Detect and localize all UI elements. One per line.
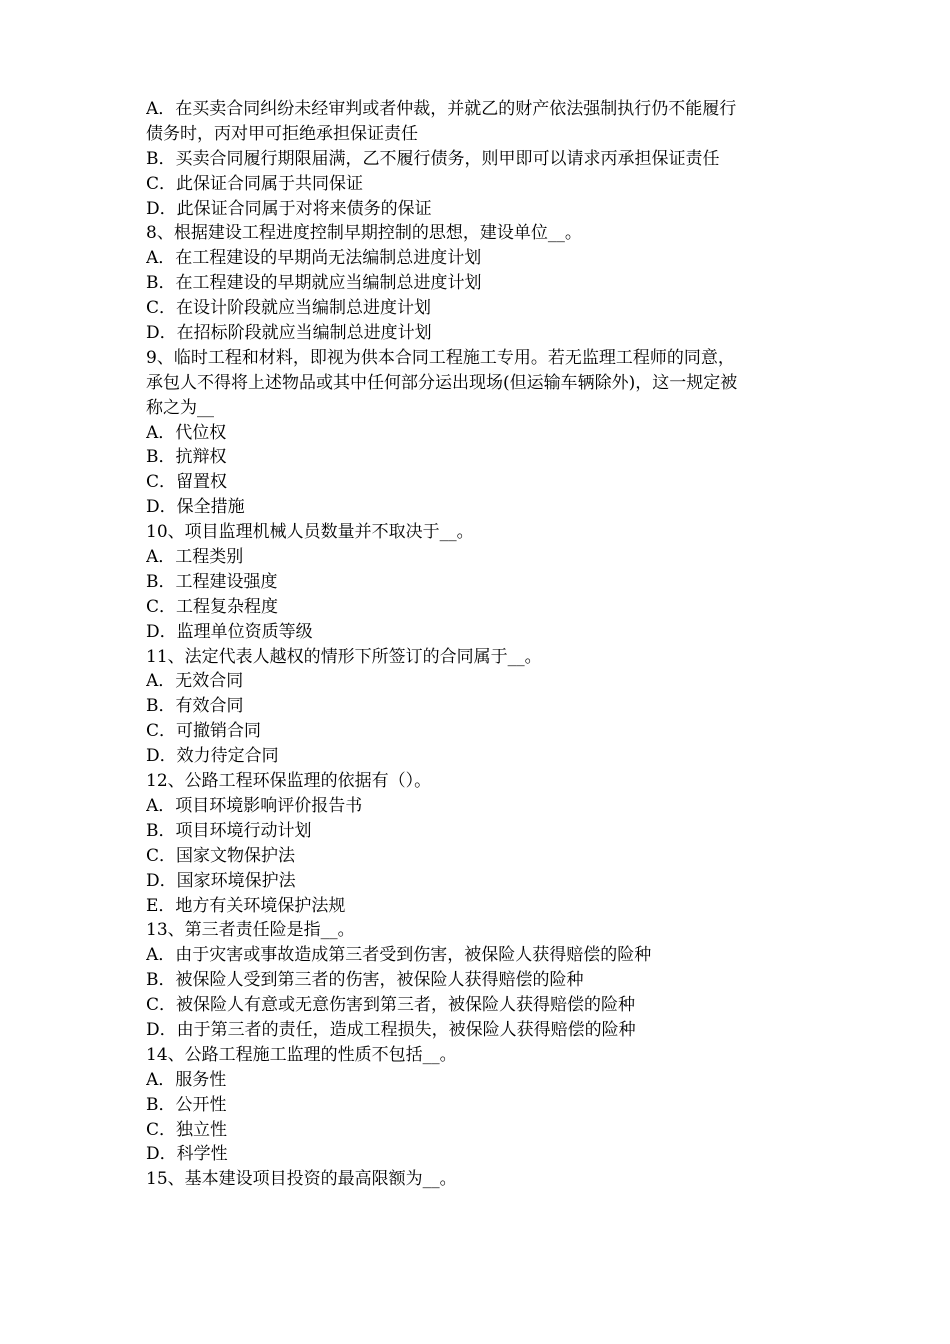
text-line: D．国家环境保护法 — [146, 870, 296, 891]
text-line: D．科学性 — [146, 1144, 228, 1165]
text-line: C．在设计阶段就应当编制总进度计划 — [146, 298, 432, 319]
text-line: B．买卖合同履行期限届满，乙不履行债务，则甲即可以请求丙承担保证责任 — [146, 148, 720, 169]
text-line: 承包人不得将上述物品或其中任何部分运出现场(但运输车辆除外)，这一规定被 — [146, 372, 738, 393]
text-line: 11、法定代表人越权的情形下所签订的合同属于__。 — [146, 646, 542, 667]
text-line: D．保全措施 — [146, 497, 245, 518]
document-body — [146, 97, 816, 1192]
text-line: C．此保证合同属于共同保证 — [146, 173, 364, 194]
text-line: C．被保险人有意或无意伤害到第三者，被保险人获得赔偿的险种 — [146, 995, 636, 1016]
text-line: B．在工程建设的早期就应当编制总进度计划 — [146, 273, 482, 294]
text-line: 15、基本建设项目投资的最高限额为__。 — [146, 1169, 457, 1190]
text-line: 10、项目监理机械人员数量并不取决于__。 — [146, 522, 474, 543]
text-line: C．独立性 — [146, 1119, 228, 1140]
text-line: C．留置权 — [146, 472, 228, 493]
text-line: 债务时，丙对甲可拒绝承担保证责任 — [146, 123, 418, 144]
text-line: 8、根据建设工程进度控制早期控制的思想，建设单位__。 — [146, 223, 582, 244]
text-line: A．无效合同 — [146, 671, 244, 692]
text-line: C．可撤销合同 — [146, 721, 262, 742]
text-line: E．地方有关环境保护法规 — [146, 895, 346, 916]
text-line: D．此保证合同属于对将来债务的保证 — [146, 198, 432, 219]
text-line: A．服务性 — [146, 1069, 227, 1090]
text-line: 12、公路工程环保监理的依据有（）。 — [146, 771, 432, 792]
text-line: D．在招标阶段就应当编制总进度计划 — [146, 323, 432, 344]
text-line: B．被保险人受到第三者的伤害，被保险人获得赔偿的险种 — [146, 970, 584, 991]
text-line: B．工程建设强度 — [146, 571, 278, 592]
text-line: B．抗辩权 — [146, 447, 227, 468]
text-line: A．项目环境影响评价报告书 — [146, 795, 363, 816]
text-line: 称之为__ — [146, 397, 214, 418]
text-line: D．效力待定合同 — [146, 746, 279, 767]
text-line: B．项目环境行动计划 — [146, 820, 312, 841]
text-line: C．工程复杂程度 — [146, 596, 279, 617]
text-line: D．监理单位资质等级 — [146, 621, 313, 642]
text-line: A．在买卖合同纠纷未经审判或者仲裁，并就乙的财产依法强制执行仍不能履行 — [146, 99, 737, 119]
text-line: B．有效合同 — [146, 696, 244, 717]
text-line: D．由于第三者的责任，造成工程损失，被保险人获得赔偿的险种 — [146, 1019, 636, 1040]
text-line: A．工程类别 — [146, 547, 244, 568]
text-line: A．由于灾害或事故造成第三者受到伤害，被保险人获得赔偿的险种 — [146, 945, 652, 966]
text-line: 13、第三者责任险是指__。 — [146, 920, 355, 941]
text-line: 9、临时工程和材料，即视为供本合同工程施工专用。若无监理工程师的同意， — [146, 347, 735, 368]
text-line: A．在工程建设的早期尚无法编制总进度计划 — [146, 248, 482, 269]
text-line: C．国家文物保护法 — [146, 845, 296, 866]
text-line: B．公开性 — [146, 1094, 227, 1115]
text-line: A．代位权 — [146, 422, 227, 443]
text-line: 14、公路工程施工监理的性质不包括__。 — [146, 1044, 457, 1065]
